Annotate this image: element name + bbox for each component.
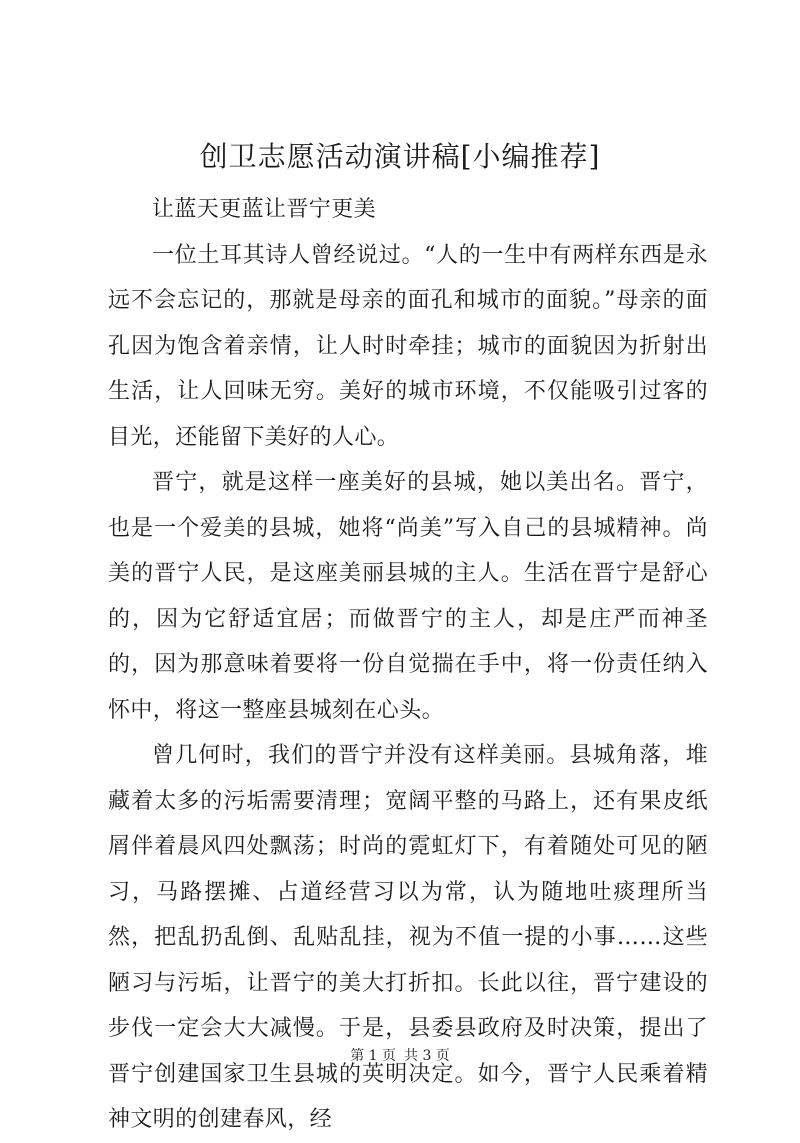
body-paragraph-1: 一位土耳其诗人曾经说过。“人的一生中有两样东西是永远不会忘记的，那就是母亲的面孔和城市的面貌。”母亲的面孔因为饱含着亲情，让人时时牵挂；城市的面貌因为折射出生活，让人回味无穷。美好的城市环境，不仅能吸引过客的目光，还能留下美好的人心。 — [108, 242, 708, 450]
page-footer — [0, 1046, 800, 1066]
body-paragraph-2: 晋宁，就是这样一座美好的县城，她以美出名。晋宁，也是一个爱美的县城，她将“尚美”写入自己的县城精神。尚美的晋宁人民，是这座美丽县城的主人。生活在晋宁是舒心的，因为它舒适宜居；而做晋宁的主人，却是庄严而神圣的，因为那意味着要将一份自觉揣在手中，将一份责任纳入怀中，将这一整座县城刻在心头。 — [108, 470, 708, 723]
subtitle-paragraph: 让蓝天更蓝让晋宁更美 — [152, 197, 377, 222]
document-title: 创卫志愿活动演讲稿[小编推荐] — [199, 140, 601, 173]
document-body — [108, 187, 708, 1143]
page-number: 第 1 页 — [350, 1048, 396, 1064]
page-total: 共 3 页 — [404, 1048, 450, 1064]
body-paragraph-3: 曾几何时，我们的晋宁并没有这样美丽。县城角落，堆藏着太多的污垢需要清理；宽阔平整的马路上，还有果皮纸屑伴着晨风四处飘荡；时尚的霓虹灯下，有着随处可见的陋习，马路摆摊、占道经营习以为常，认为随地吐痰理所当然，把乱扔乱倒、乱贴乱挂，视为不值一提的小事……这些陋习与污垢，让晋宁的美大打折扣。长此以往，晋宁建设的步伐一定会大大减慢。于是，县委县政府及时决策，提出了晋宁创建国家卫生县城的英明决定。如今，晋宁人民乘着精神文明的创建春风，经 — [108, 743, 708, 1132]
